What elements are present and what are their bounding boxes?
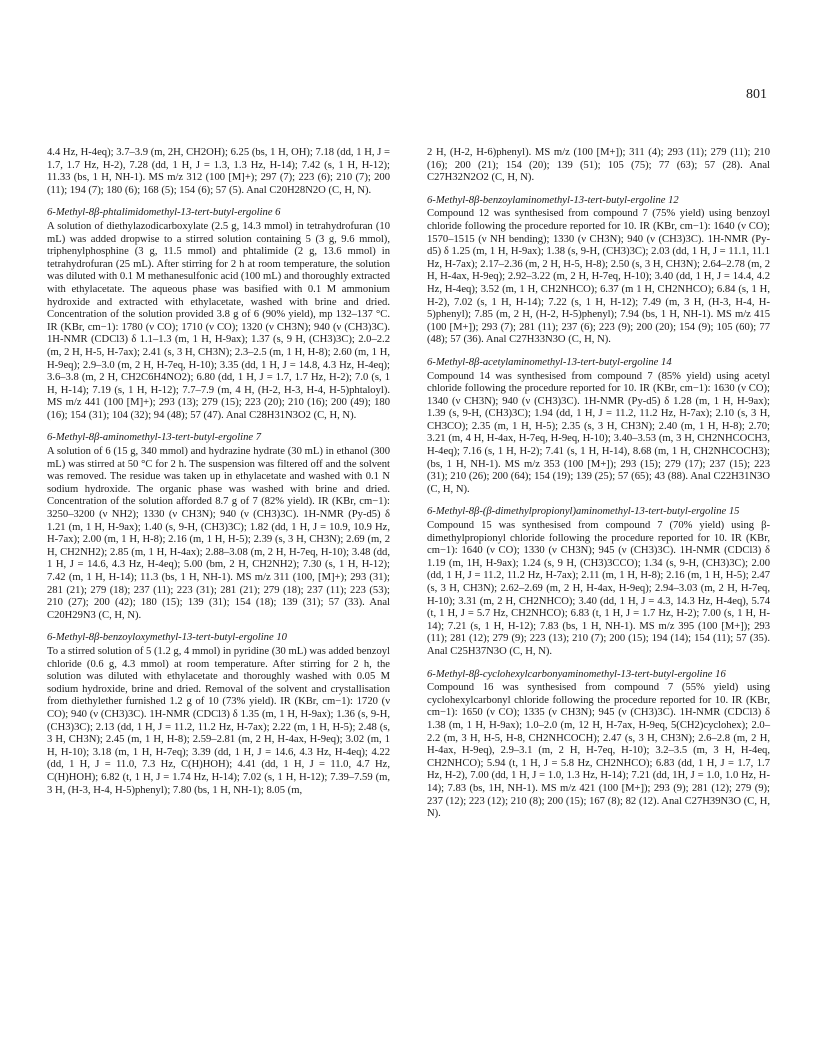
paragraph: A solution of 6 (15 g, 340 mmol) and hydrazine hydrate (30 mL) in ethanol (300 mL) was stirred at 50 °C for 2 h. The suspension was filtered off and the solvent was removed. The residue was taken up in ethylacetate and washed with 0.1 N sodium hydroxide. The organic phase was washed with brine and dried. Concentration of the solution afforded 8.7 g of 7 (82% yield). IR (KBr, cm−1): 3250–3200 (ν NH2); 1330 (ν CH3N); 940 (ν (CH3)3C). 1H-NMR (Py-d5) δ 1.21 (m, 1 H, H-9ax); 1.40 (s, 9-H, (CH3)3C); 1.82 (dd, 1 H, J = 10.9, 10.9 Hz, H-7ax); 2.00 (m, 1 H, H-8); 2.16 (m, 1 H, H-5); 2.39 (s, 3 H, CH3N); 2.69 (m, 2 H, CH2NH2); 2.85 (m, 1 H, H-4ax); 2.88–3.08 (m, 2 H, H-7eq, H-10); 3.48 (dd, 1 H, J = 14.6, 4.3 Hz, H-4eq); 5.00 (bm, 2 H, CH2NH2); 7.30 (s, 1 H, H-12); 7.42 (m, 1 H, H-14); 11.3 (bs, 1 H, NH-1). MS m/z 311 (100, [M]+); 293 (31); 281 (21); 279 (18); 237 (11); 223 (31); 281 (21); 279 (18); 237 (11); 223 (53); 210 (27); 200 (42); 180 (15); 139 (31); 154 (18); 139 (31); 57 (33). Anal C20H29N3 (C, H, N). xyxy=(47,446,390,621)
section-heading: 6-Methyl-8β-aminomethyl-13-tert-butyl-ergoline 7 xyxy=(47,432,262,444)
paragraph: Compound 16 was synthesised from compound 7 (55% yield) using cyclohexylcarbonyl chloride following the procedure reported for 10. IR (KBr, cm−1): 1650 (ν CO); 1335 (ν CH3N); 945 (ν (CH3)3C). 1H-NMR (CDCl3) δ 1.38 (m, 1 H, H-9ax); 1.0–2.0 (m, 12 H, H-7ax, H-9eq, 5(CH2)cyclohex); 2.0–2.2 (m, 3 H, H-5, H-8, CH2NHCOCH); 2.47 (s, 3 H, CH3N); 2.6–2.8 (m, 2 H, H-4ax, H-9eq), 2.9–3.1 (m, 2 H, H-7eq, H-10); 3.2–3.5 (m, 3 H, H-4eq, CH2NHCO); 5.94 (t, 1 H, J = 5.8 Hz, CH2NHCO); 6.83 (dd, 1 H, J = 1.7, 1.7 Hz, H-2), 7.00 (dd, 1 H, J = 1.0, 1.3 Hz, H-14); 7.21 (dd, 1H, J = 1.0, 1.0 Hz, H-14); 7.83 (bs, 1H, NH-1). MS m/z 421 (100 [M+]); 293 (9); 281 (12); 279 (9); 237 (12); 223 (12); 210 (8); 200 (15); 167 (8); 82 (12). Anal C27H39N3O (C, H, N). xyxy=(427,682,770,820)
paragraph: Compound 15 was synthesised from compound 7 (70% yield) using β-dimethylpropionyl chloride following the procedure reported for 10. IR (KBr, cm−1): 1640 (ν CO); 1330 (ν CH3N); 945 (ν (CH3)3C). 1H-NMR (CDCl3) δ 1.19 (m, 1H, H-9ax); 1.24 (s, 9 H, (CH3)3CCO); 1.34 (s, 9-H, (CH3)3C); 2.00 (dd, 1 H, J = 11.2, 11.2 Hz, H-7ax); 2.11 (m, 1 H, H-8); 2.16 (m, 1 H, H-5); 2.47 (s, 3 H, CH3N); 2.62–2.69 (m, 2 H, H-4ax, H-9eq); 2.94–3.03 (m, 2 H, H-7eq, H-10); 3.31 (m, 2 H, CH2NHCO); 3.40 (dd, 1 H, J = 4.3, 14.3 Hz, H-4eq), 5.74 (t, 1 H, J = 5.7 Hz, CH2NHCO); 6.83 (t, 1 H, J = 1.7 Hz, H-2); 7.00 (s, 1 H, H-14); 7.21 (s, 1 H, H-12); 7.83 (bs, 1 H, NH-1). MS m/z 395 (100 [M+]); 293 (11); 281 (12); 279 (9); 223 (13); 210 (7); 200 (15); 194 (14); 154 (11); 57 (35). Anal C25H37N3O (C, H, N). xyxy=(427,520,770,657)
paragraph: Compound 12 was synthesised from compound 7 (75% yield) using benzoyl chloride following the procedure reported for 10. IR (KBr, cm−1): 1640 (ν CO); 1570–1515 (ν NH bending); 1330 (ν CH3N); 940 (ν (CH3)3C). 1H-NMR (Py-d5) δ 1.25 (m, 1 H, H-9ax); 1.38 (s, 9-H, (CH3)3C); 2.03 (dd, 1 H, J = 11.1, 11.1 Hz, H-7ax); 2.17–2.36 (m, 2 H, H-5, H-8); 2.50 (s, 3 H, CH3N); 2.64–2.78 (m, 2 H, H-4ax, H-9eq); 2.92–3.22 (m, 2 H, H-7eq, H-10); 3.40 (dd, 1 H, J = 14.4, 4.2 Hz, H-4eq); 3.52 (m, 1 H, CH2NHCO); 6.37 (m 1 H, CH2NHCO); 6.84 (s, 1 H, H-2), 7.02 (s, 1 H, H-14); 7.22 (s, 1 H, H-12); 7.49 (m, 3 H, (H-3, H-4, H-5)phenyl); 7.85 (m, 2 H, (H-2, H-5)phenyl); 7.94 (bs, 1 H, NH-1). MS m/z 415 (100 [M+]); 293 (7); 281 (11); 237 (6); 223 (9); 200 (20); 154 (9); 105 (60); 77 (48); 57 (36). Anal C27H33N3O (C, H, N). xyxy=(427,208,770,346)
paragraph: To a stirred solution of 5 (1.2 g, 4 mmol) in pyridine (30 mL) was added benzoyl chloride (0.6 g, 4.3 mmol) at room temperature. After stirring for 2 h, the solution was diluted with ethylacetate and thoroughly washed with 0.05 M sodium hydroxide, brine and dried. Removal of the solvent and crystallisation from diethylether furnished 1.2 g of 10 (73% yield). IR (KBr, cm−1): 1720 (ν CO); 940 (ν (CH3)3C). 1H-NMR (CDCl3) δ 1.35 (m, 1 H, H-9ax); 1.36 (s, 9-H, (CH3)3C); 2.13 (dd, 1 H, J = 11.2, 11.2 Hz, H-7ax); 2.22 (m, 1 H, H-5); 2.48 (s, 3 H, CH3N); 2.45 (m, 1 H, H-8); 2.59–2.81 (m, 2 H, H-4ax, H-9eq); 3.02 (m, 1 H, H-10); 3.18 (m, 1 H, H-7eq); 3.39 (dd, 1 H, J = 14.6, 4.3 Hz, H-4eq); 4.22 (dd, 1 H, J = 11.0, 7.3 Hz, C(H)HOH); 4.41 (dd, 1 H, J = 11.0, 4.7 Hz, C(H)HOH); 6.82 (t, 1 H, J = 1.74 Hz, H-14); 7.02 (s, 1 H, H-12); 7.39–7.59 (m, 3 H, (H-3, H-4, H-5)phenyl); 7.80 (bs, 1 H, NH-1); 8.05 (m, xyxy=(47,645,390,796)
section-heading: 6-Methyl-8β-benzoylaminomethyl-13-tert-butyl-ergoline 12 xyxy=(427,194,679,206)
section-heading: 6-Methyl-8β-cyclohexylcarbonyaminomethyl-13-tert-butyl-ergoline 16 xyxy=(427,668,726,680)
section-heading: 6-Methyl-8β-benzoyloxymethyl-13-tert-butyl-ergoline 10 xyxy=(47,632,287,644)
right-column xyxy=(427,147,770,821)
section-heading: 6-Methyl-8β-acetylaminomethyl-13-tert-butyl-ergoline 14 xyxy=(427,356,672,368)
paragraph: 4.4 Hz, H-4eq); 3.7–3.9 (m, 2H, CH2OH); 6.25 (bs, 1 H, OH); 7.18 (dd, 1 H, J = 1.7, 1.7 Hz, H-2), 7.28 (dd, 1 H, J = 1.3, 1.3 Hz, H-14); 7.42 (s, 1 H, H-12); 11.33 (bs, 1 H, NH-1). MS m/z 312 (100 [M]+); 297 (7); 223 (6); 210 (7); 200 (11); 194 (7); 180 (6); 168 (5); 154 (6); 57 (5). Anal C20H28N2O (C, H, N). xyxy=(47,147,390,196)
left-column xyxy=(47,147,390,797)
paragraph: 2 H, (H-2, H-6)phenyl). MS m/z (100 [M+]); 311 (4); 293 (11); 279 (11); 210 (16); 200 (21); 154 (20); 139 (51); 105 (75); 77 (63); 57 (28). Anal C27H32N2O2 (C, H, N). xyxy=(427,147,770,184)
page-number: 801 xyxy=(746,87,767,102)
paragraph: A solution of diethylazodicarboxylate (2.5 g, 14.3 mmol) in tetrahydrofuran (10 mL) was added dropwise to a stirred solution containing 5 (3 g, 9.6 mmol), triphenylphosphine (3 g, 11.5 mmol) and phtalimide (2 g, 13.6 mmol) in tetrahydrofuran (25 mL). After stirring for 2 h at room temperature, the solution was diluted with 0.1 M methanesulfonic acid (100 mL) and thoroughly extracted with ethylacetate. The aqueous phase was basified with 0.1 M ammonium hydroxide and extracted with ethylacetate, washed with brine and dried. Concentration of the solution provided 3.8 g of 6 (90% yield), mp 132–137 °C. IR (KBr, cm−1): 1780 (ν CO); 1710 (ν CO); 1320 (ν CH3N); 940 (ν (CH3)3C). 1H-NMR (CDCl3) δ 1.1–1.3 (m, 1 H, H-9ax); 1.37 (s, 9 H, (CH3)3C); 2.0–2.2 (m, 2 H, H-5, H-7ax); 2.41 (s, 3 H, CH3N); 2.3–2.5 (m, 1 H, H-8); 2.60 (m, 1 H, H-9eq); 2.9–3.0 (m, 2 H, H-7eq, H-10); 3.35 (dd, 1 H, J = 14.8, 4.3 Hz, H-4eq); 3.6–3.8 (m, 2 H, CH2C6H4NO2); 6.80 (dd, 1 H, J = 1.7, 1.7 Hz, H-2); 7.0 (s, 1 H, H-14); 7.19 (s, 1 H, H-12); 7.7–7.9 (m, 4 H, (H-2, H-3, H-4, H-5)phtaloyl). MS m/z 441 (100 [M]+); 293 (13); 279 (15); 223 (20); 210 (16); 200 (49); 180 (16); 154 (31); 104 (32); 94 (48); 57 (47). Anal C28H31N3O2 (C, H, N). xyxy=(47,220,390,421)
paragraph: Compound 14 was synthesised from compound 7 (85% yield) using acetyl chloride following the procedure reported for 10. IR (KBr, cm−1): 1630 (ν CO); 1340 (ν CH3N); 940 (ν (CH3)3C). 1H-NMR (Py-d5) δ 1.28 (m, 1 H, H-9ax); 1.39 (s, 9-H, (CH3)3C); 1.94 (dd, 1 H, J = 11.2, 11.2 Hz, H-7ax); 2.10 (s, 3 H, CH3CO); 2.35 (m, 1 H, H-5); 2.35 (s, 3 H, CH3N); 2.40 (m, 1 H, H-8); 2.70; 3.21 (m, 4 H, H-4ax, H-7eq, H-9eq, H-10); 3.40–3.53 (m, 3 H, CH2NHCOCH3, H-4eq); 7.16 (s, 1 H, H-2); 7.41 (s, 1 H, H-14), 8.68 (m, 1 H, CH2NHCOCH3); (bs, 1 H, NH-1). MS m/z 353 (100 [M+]); 293 (15); 279 (17); 237 (15); 223 (31); 210 (26); 200 (64); 154 (19); 139 (25); 57 (65); 43 (88). Anal C22H31N3O (C, H, N). xyxy=(427,370,770,495)
section-heading: 6-Methyl-8β-(β-dimethylpropionyl)aminomethyl-13-tert-butyl-ergoline 15 xyxy=(427,506,740,518)
section-heading: 6-Methyl-8β-phtalimidomethyl-13-tert-butyl-ergoline 6 xyxy=(47,207,281,219)
